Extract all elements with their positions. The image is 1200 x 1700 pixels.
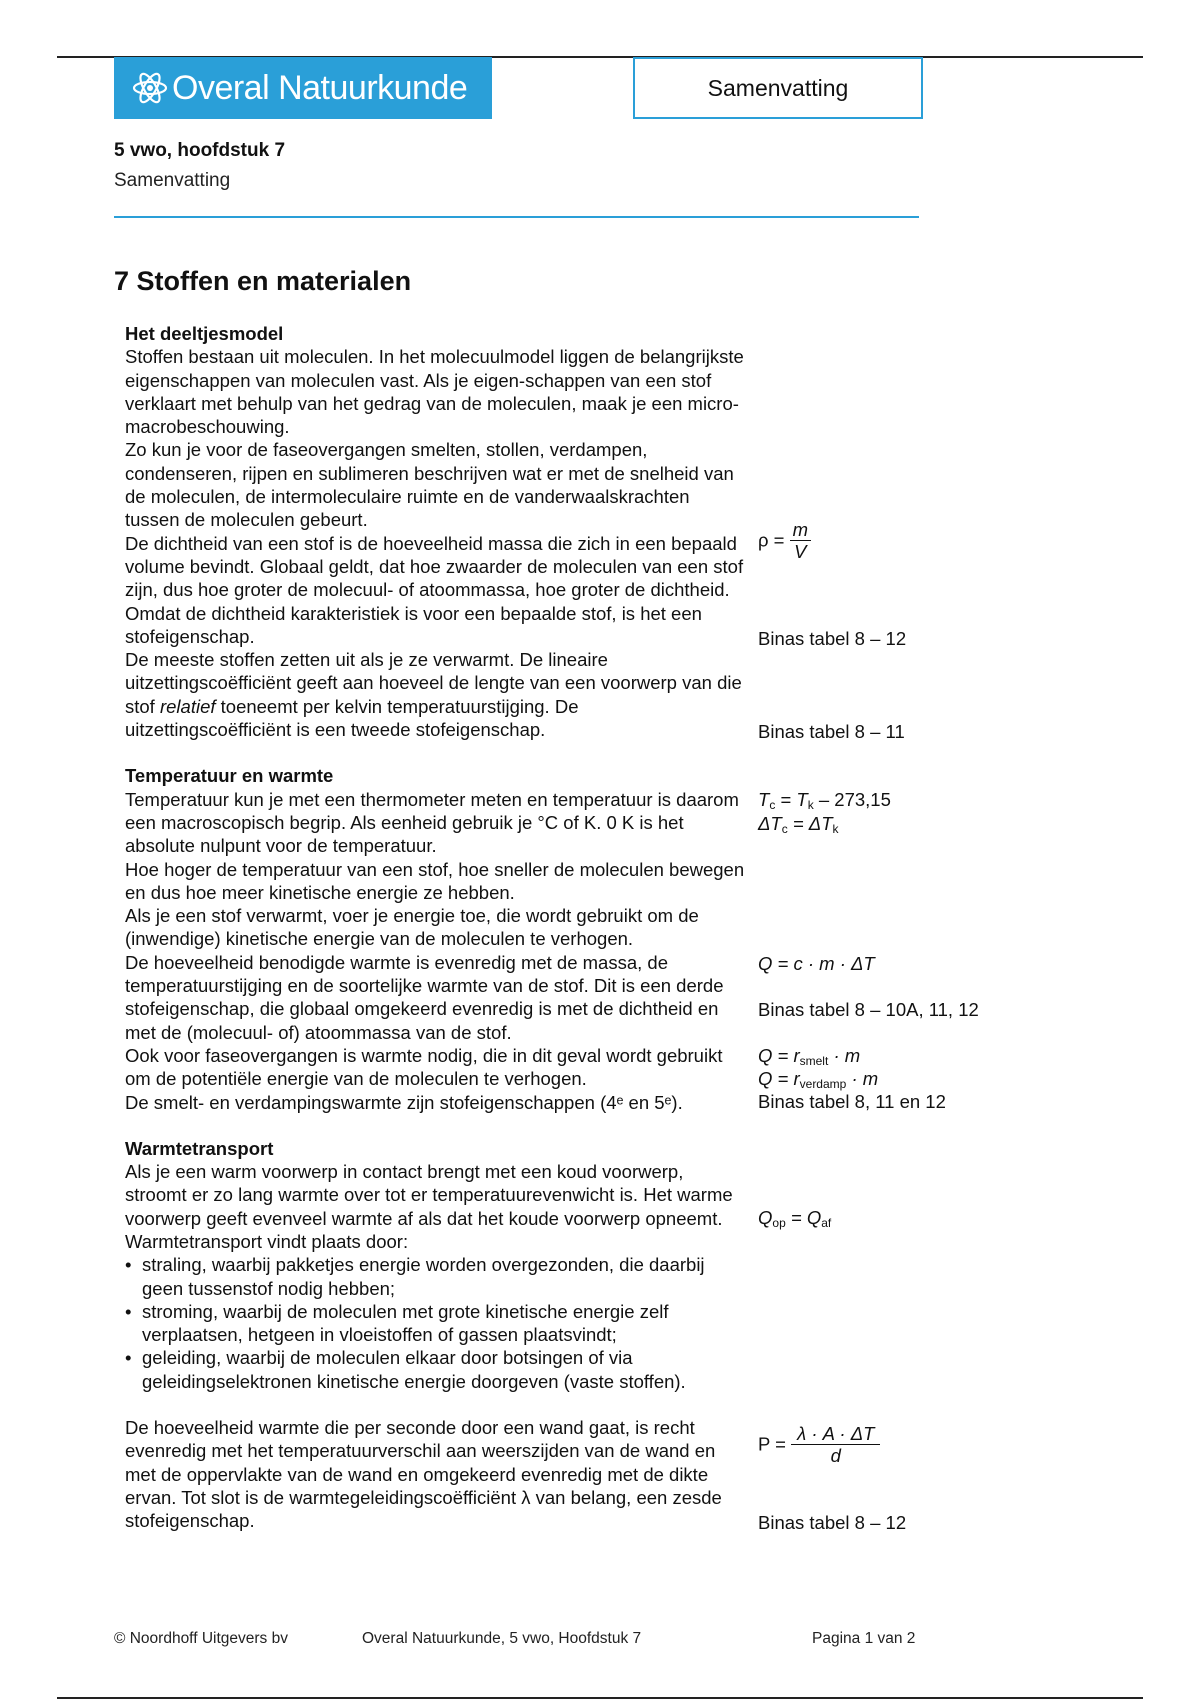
paragraph: Stoffen bestaan uit moleculen. In het molecuulmodel liggen de belangrijkste eigenschappen van moleculen vast. Als je eigen-schappen van een stof verklaart met behulp van het gedrag van de moleculen, maak je een micro-macrobeschouwing. <box>125 346 744 438</box>
formula-heat-balance: $Q_{op} = Q_{af}$ <box>758 1207 832 1230</box>
formula-delta-t: $\Delta T_c = \Delta T_k$ <box>758 813 839 836</box>
paragraph: Als je een warm voorwerp in contact brengt met een koud voorwerp, stroomt er zo lang warmte over tot er temperatuurevenwicht is. Het warme voorwerp geeft evenveel warmte af als dat het koude voorwerp opneemt. <box>125 1161 733 1229</box>
brand-name: Overal Natuurkunde <box>172 68 468 107</box>
paragraph: De hoeveelheid warmte die per seconde door een wand gaat, is recht evenredig met het temperatuurverschil aan weerszijden van de wand en met de oppervlakte van de wand en omgekeerd evenredig met de dikte ervan. Tot slot is de warmtegeleidingscoëfficiënt λ van belang, een zesde stofeigenschap. <box>125 1417 722 1532</box>
formula-vapor-heat: $Q = r_{verdamp} \cdot m$ <box>758 1068 879 1091</box>
formula-density: ρ = $\frac{m}{V}$ <box>758 520 811 563</box>
section-heading: Warmtetransport <box>125 1137 274 1159</box>
paragraph: Ook voor faseovergangen is warmte nodig, die in dit geval wordt gebruikt om de potentiële energie van de moleculen te verhogen. <box>125 1044 723 1090</box>
binas-reference: Binas tabel 8, 11 en 12 <box>758 1091 946 1112</box>
binas-reference: Binas tabel 8 – 12 <box>758 628 907 649</box>
footer-title: Overal Natuurkunde, 5 vwo, Hoofdstuk 7 <box>362 1630 642 1647</box>
paragraph: Als je een stof verwarmt, voer je energie toe, die wordt gebruikt om de (inwendige) kinetische energie van de moleculen te verhogen. <box>125 905 699 950</box>
paragraph: Zo kun je voor de faseovergangen smelten, stollen, verdampen, condenseren, rijpen en sublimeren beschrijven wat er met de snelheid van de moleculen, de intermoleculaire ruimte en de vanderwaalskrachten tussen de moleculen gebeurt. <box>125 439 734 531</box>
footer-copyright: © Noordhoff Uitgevers bv <box>114 1630 288 1647</box>
bottom-rule <box>57 1697 1143 1699</box>
paragraph: Hoe hoger de temperatuur van een stof, hoe sneller de moleculen bewegen en dus hoe meer kinetische energie ze hebben. <box>125 858 745 903</box>
document-subtitle: Samenvatting <box>114 170 231 191</box>
paragraph: Warmtetransport vindt plaats door: <box>125 1230 409 1252</box>
formula-heat: Q = c · m · ΔT <box>758 953 875 974</box>
paragraph: Temperatuur kun je met een thermometer meten en temperatuur is daarom een macroscopisch begrip. Als eenheid gebruik je °C of K. 0 K is het absolute nulpunt voor de temperatuur. <box>125 788 739 857</box>
section-deeltjesmodel <box>125 322 745 741</box>
section-heading: Het deeltjesmodel <box>125 323 284 344</box>
brand-logo-bar <box>114 57 492 119</box>
header-divider <box>114 216 919 218</box>
paragraph: De meeste stoffen zetten uit als je ze verwarmt. De lineaire uitzettingscoëfficiënt geeft aan hoeveel de lengte van een voorwerp van die stof relatief toeneemt per kelvin temperatuurstijging. De uitzettingscoëfficiënt is een tweede stofeigenschap. <box>125 649 742 741</box>
footer-page-number: Pagina 1 van 2 <box>812 1630 916 1647</box>
formula-conduction: P = $\frac{\lambda \cdot A \cdot \Delta T}{d}$ <box>758 1424 880 1467</box>
fraction: $\frac{\lambda \cdot A \cdot \Delta T}{d}$ <box>791 1424 880 1467</box>
document-type-box: Samenvatting <box>633 57 923 119</box>
section-temperatuur <box>125 764 745 1113</box>
fraction: $\frac{m}{V}$ <box>790 520 811 563</box>
binas-reference: Binas tabel 8 – 10A, 11, 12 <box>758 999 979 1020</box>
list-item: • geleiding, waarbij de moleculen elkaar door botsingen of via geleidingselektronen kinetische energie doorgeven (vaste stoffen). <box>125 1346 745 1393</box>
list-item: • straling, waarbij pakketjes energie worden overgezonden, die daarbij geen tussenstof nodig hebben; <box>125 1253 745 1300</box>
transport-list <box>125 1253 745 1393</box>
page-title: 7 Stoffen en materialen <box>114 266 412 296</box>
main-content <box>125 322 745 1556</box>
formula-celsius-kelvin: $T_c = T_k - 273,15$ <box>758 789 891 812</box>
list-item: • stroming, waarbij de moleculen met grote kinetische energie zelf verplaatsen, hetgeen in vloeistoffen of gassen plaatsvindt; <box>125 1300 745 1347</box>
section-heading: Temperatuur en warmte <box>125 765 334 787</box>
course-chapter: 5 vwo, hoofdstuk 7 <box>114 140 286 161</box>
formula-melt-heat: $Q = r_{smelt} \cdot m$ <box>758 1045 861 1068</box>
atom-logo-icon <box>130 68 170 108</box>
paragraph: De dichtheid van een stof is de hoeveelheid massa die zich in een bepaald volume bevindt. Globaal geldt, dat hoe zwaarder de moleculen van een stof zijn, dus hoe groter de molecuul- of atoommassa, hoe groter de dichtheid. Omdat de dichtheid karakteristiek is voor een bepaalde stof, is het een stofeigenschap. <box>125 532 744 647</box>
emphasis: relatief <box>159 695 216 717</box>
paragraph: De smelt- en verdampingswarmte zijn stofeigenschappen (4ᵉ en 5ᵉ). <box>125 1091 683 1113</box>
paragraph: De hoeveelheid benodigde warmte is evenredig met de massa, de temperatuurstijging en de soortelijke warmte van de stof. Dit is een derde stofeigenschap, die globaal omgekeerd evenredig is met de dichtheid en met de (molecuul- of) atoommassa van de stof. <box>125 951 724 1043</box>
section-warmtetransport <box>125 1137 745 1533</box>
binas-reference: Binas tabel 8 – 11 <box>758 721 905 742</box>
binas-reference: Binas tabel 8 – 12 <box>758 1512 907 1533</box>
